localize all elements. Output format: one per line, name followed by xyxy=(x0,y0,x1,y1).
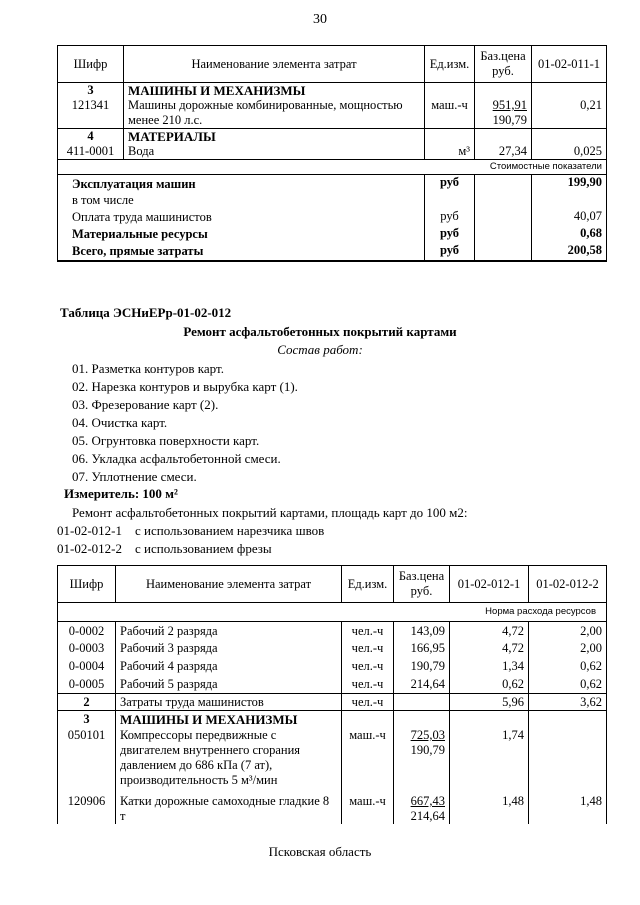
row-price: 214,64 xyxy=(394,675,450,694)
section-title: МАТЕРИАЛЫ xyxy=(124,129,425,145)
row-name: Рабочий 4 разряда xyxy=(116,657,342,675)
section-title: МАШИНЫ И МЕХАНИЗМЫ xyxy=(124,83,425,99)
subtitle: Ремонт асфальтобетонных покрытий картами xyxy=(183,324,457,339)
summary-row xyxy=(58,243,607,261)
row-price: 166,95 xyxy=(394,639,450,657)
table-row xyxy=(58,144,607,160)
norm-label-row xyxy=(58,603,607,622)
list-item: 03. Фрезерование карт (2). xyxy=(72,397,219,412)
row-v1: 5,96 xyxy=(450,694,529,711)
list-item xyxy=(57,540,324,558)
row-code: 121341 xyxy=(58,98,124,129)
row-price-2: 190,79 xyxy=(410,743,445,757)
summary-label: Оплата труда машинистов xyxy=(58,209,425,226)
cost-label: Стоимостные показатели xyxy=(58,160,607,175)
table-row xyxy=(58,694,607,711)
summary-row xyxy=(58,175,607,193)
row-v1: 1,34 xyxy=(450,657,529,675)
row-v2: 1,48 xyxy=(529,788,607,824)
header-code: Шифр xyxy=(58,566,116,603)
row-name: Машины дорожные комбинированные, мощностью менее 210 л.с. xyxy=(124,98,425,129)
list-item: 01. Разметка контуров карт. xyxy=(72,361,224,376)
row-value: 0,025 xyxy=(532,144,607,160)
resource-table-012 xyxy=(57,565,607,824)
header-col1: 01-02-012-1 xyxy=(450,566,529,603)
cost-label-row xyxy=(58,160,607,175)
row-unit: маш.-ч xyxy=(342,788,394,824)
works-title: Состав работ: xyxy=(277,342,363,357)
header-unit: Ед.изм. xyxy=(425,46,475,83)
table-header-row xyxy=(58,566,607,603)
summary-value: 199,90 xyxy=(532,175,607,193)
meter-label: Измеритель: 100 м² xyxy=(64,486,178,501)
variant-code: 01-02-012-2 xyxy=(57,541,122,556)
row-v2 xyxy=(529,728,607,788)
row-unit: маш.-ч xyxy=(425,98,475,129)
section-title: МАШИНЫ И МЕХАНИЗМЫ xyxy=(116,711,342,729)
row-code: 0-0005 xyxy=(58,675,116,694)
row-name: Затраты труда машинистов xyxy=(116,694,342,711)
works-list xyxy=(72,360,298,486)
row-v2: 0,62 xyxy=(529,675,607,694)
row-name: Вода xyxy=(124,144,425,160)
header-name: Наименование элемента затрат xyxy=(124,46,425,83)
list-item: 02. Нарезка контуров и вырубка карт (1). xyxy=(72,379,298,394)
table-header-row xyxy=(58,46,607,83)
summary-unit: руб xyxy=(425,243,475,261)
row-name: Рабочий 3 разряда xyxy=(116,639,342,657)
row-v2: 0,62 xyxy=(529,657,607,675)
summary-label: Материальные ресурсы xyxy=(58,226,425,243)
page-number: 30 xyxy=(313,12,327,27)
list-item: 07. Уплотнение смеси. xyxy=(72,469,197,484)
section-num: 2 xyxy=(58,694,116,711)
row-v2: 3,62 xyxy=(529,694,607,711)
row-unit: м³ xyxy=(425,144,475,160)
row-price: 27,34 xyxy=(475,144,532,160)
row-value: 0,21 xyxy=(532,98,607,129)
table-title: Таблица ЭСНиЕРр-01-02-012 xyxy=(60,305,232,320)
row-price-1: 725,03 xyxy=(410,728,445,742)
row-v1: 1,74 xyxy=(450,728,529,788)
row-code: 0-0002 xyxy=(58,622,116,640)
row-name: Рабочий 2 разряда xyxy=(116,622,342,640)
header-unit: Ед.изм. xyxy=(342,566,394,603)
summary-label: Всего, прямые затраты xyxy=(58,243,425,261)
variant-text: с использованием нарезчика швов xyxy=(135,523,325,538)
norm-label: Норма расхода ресурсов xyxy=(58,603,607,622)
table-row xyxy=(58,728,607,788)
table-row xyxy=(58,98,607,129)
summary-row xyxy=(58,192,607,209)
variant-code: 01-02-012-1 xyxy=(57,523,122,538)
row-code: 120906 xyxy=(58,788,116,824)
row-code: 050101 xyxy=(58,728,116,788)
section-num: 3 xyxy=(58,711,116,729)
table-row xyxy=(58,788,607,824)
header-price: Баз.цена руб. xyxy=(475,46,532,83)
row-unit: чел.-ч xyxy=(342,657,394,675)
table-row xyxy=(58,657,607,675)
list-item: 04. Очистка карт. xyxy=(72,415,168,430)
summary-value: 200,58 xyxy=(532,243,607,261)
row-unit: чел.-ч xyxy=(342,675,394,694)
row-price: 190,79 xyxy=(394,657,450,675)
list-item xyxy=(57,522,324,540)
row-v1: 4,72 xyxy=(450,639,529,657)
section-num: 4 xyxy=(58,129,124,145)
summary-row xyxy=(58,226,607,243)
header-col: 01-02-011-1 xyxy=(532,46,607,83)
cost-table-011 xyxy=(57,45,607,262)
section-row xyxy=(58,83,607,99)
header-col2: 01-02-012-2 xyxy=(529,566,607,603)
row-code: 411-0001 xyxy=(58,144,124,160)
list-item: 06. Укладка асфальтобетонной смеси. xyxy=(72,451,281,466)
header-code: Шифр xyxy=(58,46,124,83)
variants-list xyxy=(57,522,324,558)
row-v1: 0,62 xyxy=(450,675,529,694)
row-unit: чел.-ч xyxy=(342,639,394,657)
row-price-1: 667,43 xyxy=(410,794,445,808)
row-v2: 2,00 xyxy=(529,622,607,640)
table-row xyxy=(58,639,607,657)
summary-label: в том числе xyxy=(58,192,425,209)
section-row xyxy=(58,711,607,729)
list-item: 05. Огрунтовка поверхности карт. xyxy=(72,433,260,448)
row-code: 0-0003 xyxy=(58,639,116,657)
summary-value: 0,68 xyxy=(532,226,607,243)
row-v1: 1,48 xyxy=(450,788,529,824)
header-name: Наименование элемента затрат xyxy=(116,566,342,603)
row-price-2: 190,79 xyxy=(492,113,527,127)
table-row xyxy=(58,675,607,694)
header-price: Баз.цена руб. xyxy=(394,566,450,603)
row-name: Катки дорожные самоходные гладкие 8 т xyxy=(116,788,342,824)
summary-row xyxy=(58,209,607,226)
variant-text: с использованием фрезы xyxy=(135,541,272,556)
row-v1: 4,72 xyxy=(450,622,529,640)
row-unit: чел.-ч xyxy=(342,622,394,640)
row-v2: 2,00 xyxy=(529,639,607,657)
row-name: Компрессоры передвижные с двигателем внутреннего сгорания давлением до 686 кПа (7 ат), производительность 5 м³/мин xyxy=(116,728,342,788)
description: Ремонт асфальтобетонных покрытий картами, площадь карт до 100 м2: xyxy=(72,505,468,520)
section-row xyxy=(58,129,607,145)
row-price-2: 214,64 xyxy=(410,809,445,823)
row-code: 0-0004 xyxy=(58,657,116,675)
footer-region: Псковская область xyxy=(268,844,372,859)
row-name: Рабочий 5 разряда xyxy=(116,675,342,694)
summary-label: Эксплуатация машин xyxy=(58,175,425,193)
row-unit: маш.-ч xyxy=(342,728,394,788)
summary-unit: руб xyxy=(425,209,475,226)
row-price: 143,09 xyxy=(394,622,450,640)
summary-unit: руб xyxy=(425,175,475,193)
summary-unit: руб xyxy=(425,226,475,243)
table-row xyxy=(58,622,607,640)
section-num: 3 xyxy=(58,83,124,99)
row-price-1: 951,91 xyxy=(492,98,527,112)
summary-value: 40,07 xyxy=(532,209,607,226)
row-unit: чел.-ч xyxy=(342,694,394,711)
